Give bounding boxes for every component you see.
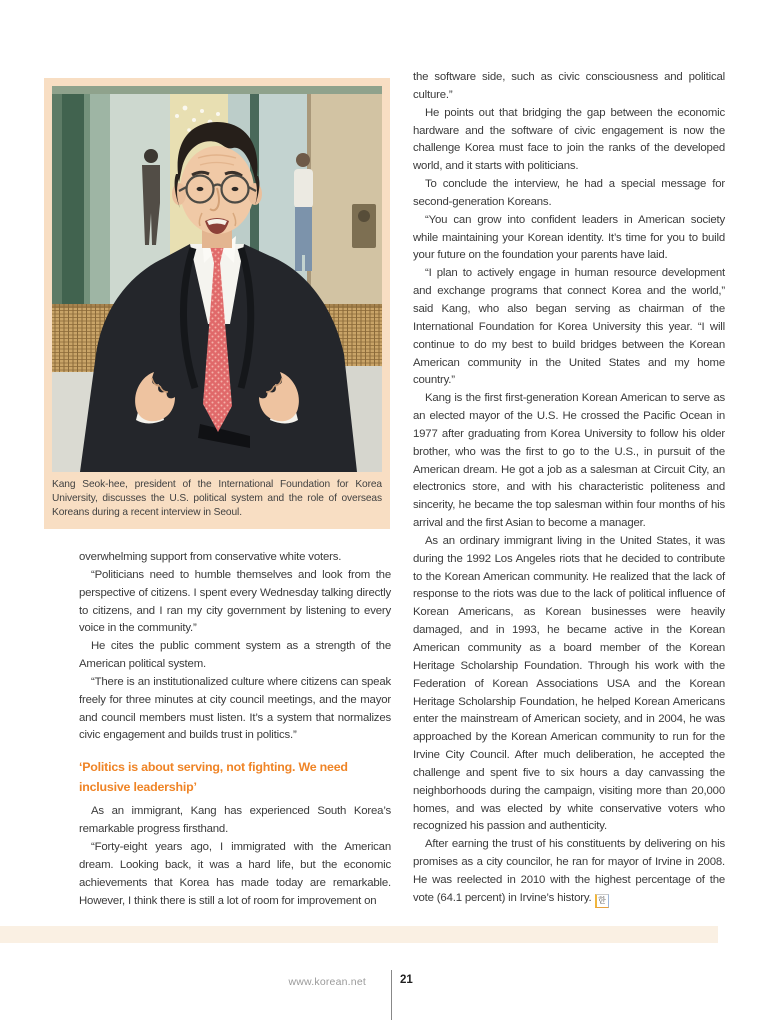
paragraph: “You can grow into confident leaders in American society while maintaining your Korean identity. It’s time for you to build your future on the foundation your parents have laid. [413,213,725,262]
section-heading: ‘Politics is about serving, not fighting. We need inclusive leadership’ [79,760,348,795]
paragraph: Kang is the first first-generation Korean American to serve as an elected mayor of the U.S. He crossed the Pacific Ocean in 1977 after graduating from Korea University to follow his older brother, who was the first to go to the U.S., in pursuit of the American dream. He got a job as a salesman at Circuit City, an electronics store, and with his characteristic politeness and sincerity, he became the top salesman within four months of his arrival and the first Asian to become a manager. [413,392,725,530]
paragraph: As an ordinary immigrant living in the United States, it was during the 1992 Los Angeles riots that he decided to contribute to the Korean American community. He realized that the lack of response to the riots was due to the lack of political influence of Korean Americans, as Korean businesses were heavily damaged, and in 1993, he became active in the Korean American community as a board member of the Korean Heritage Scholarship Foundation. Through his work with the Federation of Korean Associations USA and the Korean Heritage Scholarship Foundation, he helped Korean Americans enter the mainstream of American society, and in 2004, he was approached by the Korean American community to run for the Irvine City Council. After much deliberation, he accepted the challenge and spent five to six hours a day canvassing the neighborhoods during the campaign, visiting more than 20,000 homes, and was elected by white conservative voters who recognized his passion and authenticity. [413,534,725,833]
photo-caption: Kang Seok-hee, president of the International Foundation for Korea University, discusses the U.S. political system and the role of overseas Koreans during a recent interview in Seoul. [52,479,382,518]
interview-photo-figure [44,78,390,529]
paragraph: To conclude the interview, he had a special message for second-generation Koreans. [413,178,725,208]
end-of-article-icon: 한 [595,894,609,908]
interview-photo [52,86,382,472]
paragraph: “Politicians need to humble themselves and look from the perspective of citizens. I spent every Wednesday talking directly to citizens, and I ran my city government by listening to every voice in the community.” [79,568,391,635]
paragraph: He cites the public comment system as a strength of the American political system. [79,640,391,671]
right-column [413,69,725,908]
paragraph: As an immigrant, Kang has experienced South Korea’s remarkable progress firsthand. [79,805,391,836]
paragraph: He points out that bridging the gap between the economic hardware and the software of civic engagement is now the challenge Korea must face to join the ranks of the developed world, and it starts with politicians. [413,106,725,173]
footer-url: www.korean.net [288,976,366,988]
left-column [79,549,391,910]
interview-photo-art [52,86,382,472]
page-number: 21 [400,974,413,986]
paragraph: “Forty-eight years ago, I immigrated with the American dream. Looking back, it was a hard life, but the economic achievements that Korea has made today are remarkable. However, I think there is still a lot of room for improvement on [79,840,391,907]
paragraph: “I plan to actively engage in human resource development and exchange programs that connect Korea and the world,” said Kang, who also began serving as chairman of the International Foundation for Korea University this year. “I will continue to do my best to build bridges between the Korean American community in the United States and my home country.” [413,267,725,387]
background-person-right [294,153,313,271]
paragraph: “There is an institutionalized culture where citizens can speak freely for three minutes at city council meetings, and the mayor and council members must listen. It’s a system that normalizes civic engagement and builds trust in politics.” [79,675,391,742]
footer-divider [391,970,392,1020]
decorative-band [0,926,718,943]
paragraph: overwhelming support from conservative white voters. [79,551,342,563]
paragraph [413,836,725,908]
paragraph: the software side, such as civic consciousness and political culture.” [413,71,725,101]
paragraph-text: After earning the trust of his constituents by delivering on his promises as a city councilor, he ran for mayor of Irvine in 2008. He was reelected in 2010 with the highest percentage of the vote (64.1 percent) in Irvine’s history. [413,838,725,904]
